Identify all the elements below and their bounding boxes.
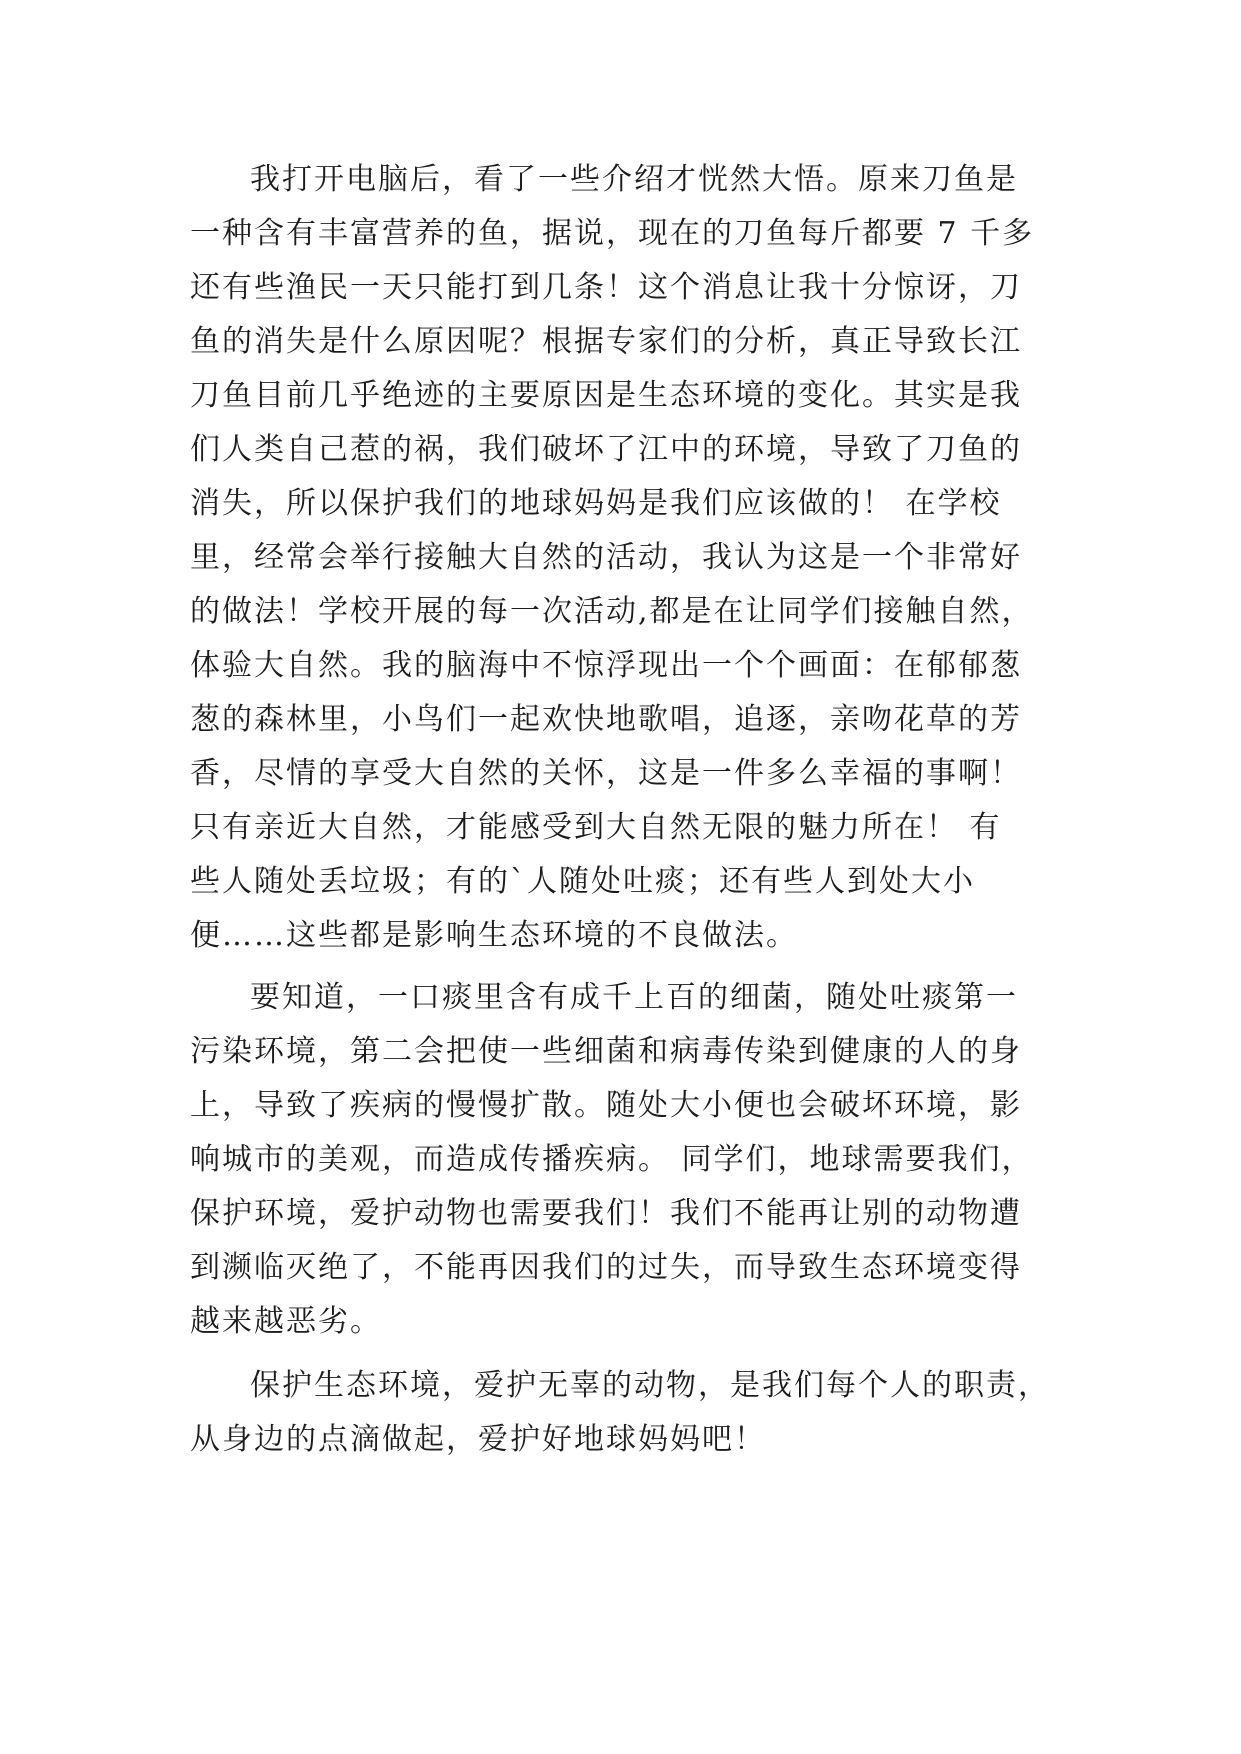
text-line: 上，导致了疾病的慢慢扩散。随处大小便也会破坏环境，影: [190, 1088, 1022, 1123]
text-line: 葱的森林里，小鸟们一起欢快地歌唱，追逐，亲吻花草的芳: [190, 702, 1022, 737]
text-line: 些人随处丢垃圾；有的`人随处吐痰；还有些人到处大小: [190, 864, 975, 899]
text-line: 消失，所以保护我们的地球妈妈是我们应该做的！ 在学校: [190, 486, 1002, 521]
text-line: 香，尽情的享受大自然的关怀，这是一件多么幸福的事啊！: [190, 756, 1022, 791]
text-line: 污染环境，第二会把使一些细菌和病毒传染到健康的人的身: [190, 1034, 1022, 1069]
text-line: 只有亲近大自然，才能感受到大自然无限的魅力所在！ 有: [190, 810, 1002, 845]
text-line: 响城市的美观，而造成传播疾病。 同学们，地球需要我们，: [190, 1142, 1034, 1177]
text-line: 保护环境，爱护动物也需要我们！我们不能再让别的动物遭: [190, 1196, 1022, 1231]
text-line: 我打开电脑后，看了一些介绍才恍然大悟。原来刀鱼是: [250, 162, 1018, 197]
text-line: 鱼的消失是什么原因呢？根据专家们的分析，真正导致长江: [190, 324, 1022, 359]
text-line: 从身边的点滴做起，爱护好地球妈妈吧！: [190, 1422, 766, 1457]
text-line: 要知道，一口痰里含有成千上百的细菌，随处吐痰第一: [250, 980, 1018, 1015]
text-line: 刀鱼目前几乎绝迹的主要原因是生态环境的变化。其实是我: [190, 378, 1022, 413]
text-line: 的做法！学校开展的每一次活动,都是在让同学们接触自然，: [190, 594, 1034, 629]
text-line: 保护生态环境，爱护无辜的动物，是我们每个人的职责，: [250, 1368, 1050, 1403]
text-line: 到濒临灭绝了，不能再因我们的过失，而导致生态环境变得: [190, 1250, 1022, 1285]
text-line: 体验大自然。我的脑海中不惊浮现出一个个画面：在郁郁葱: [190, 648, 1022, 683]
text-line: 还有些渔民一天只能打到几条！这个消息让我十分惊讶，刀: [190, 270, 1022, 305]
text-line: 越来越恶劣。: [190, 1304, 382, 1339]
text-line: 里，经常会举行接触大自然的活动，我认为这是一个非常好: [190, 540, 1022, 575]
text-line: 一种含有丰富营养的鱼，据说，现在的刀鱼每斤都要 7 千多: [190, 216, 1035, 251]
text-line: 便……这些都是影响生态环境的不良做法。: [190, 918, 798, 953]
text-line: 们人类自己惹的祸，我们破坏了江中的环境，导致了刀鱼的: [190, 432, 1022, 467]
